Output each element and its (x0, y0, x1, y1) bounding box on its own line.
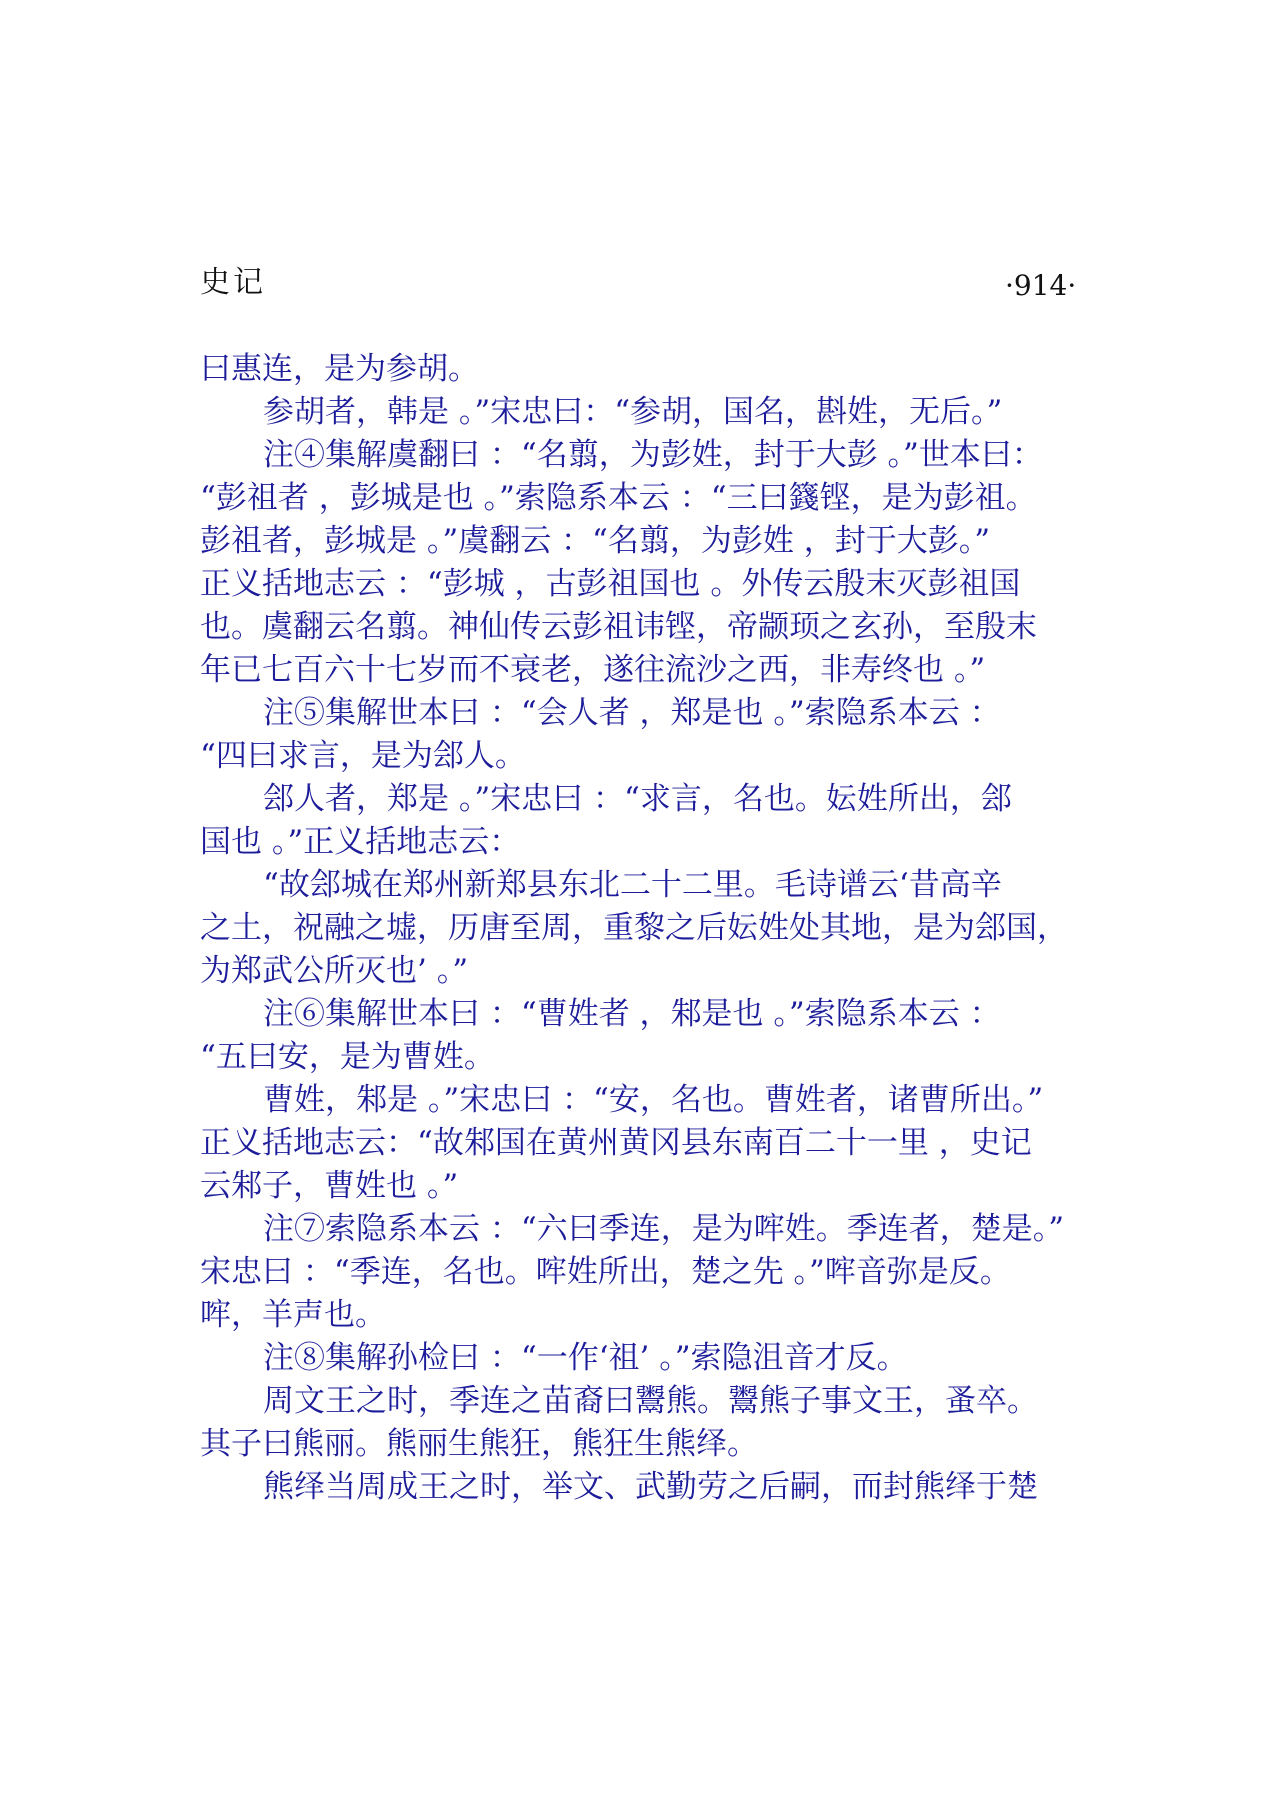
page-header-title: 史记 (200, 265, 266, 300)
text-line: 正义括地志云 ：“彭城 ，古彭祖国也 。外传云殷末灭彭祖国 (200, 566, 1021, 602)
text-line: 注⑦索隐系本云 ：“六曰季连，是为哰姓。季连者，楚是。” (263, 1211, 1065, 1247)
text-line: 彭祖者，彭城是 。”虞翻云 ：“名翦，为彭姓 ，封于大彭。” (200, 523, 991, 559)
text-line: “五曰安，是为曹姓。 (200, 1039, 495, 1075)
text-line: 也。虞翻云名翦。神仙传云彭祖讳铿，帝颛顼之玄孙，至殷末 (200, 609, 1037, 645)
text-line: 之土，祝融之墟，历唐至周，重黎之后妘姓处其地，是为郐国， (200, 910, 1068, 946)
text-line: “故郐城在郑州新郑县东北二十二里。毛诗谱云‘昔高辛 (263, 867, 1002, 903)
text-line: “彭祖者 ，彭城是也 。”索隐系本云 ：“三曰籛铿，是为彭祖。 (200, 480, 1037, 516)
body-text (200, 348, 1100, 1509)
text-line: 参胡者，韩是 。”宋忠曰：“参胡，国名，斟姓，无后。” (263, 394, 1003, 430)
text-line: 注⑧集解孙检曰 ：“一作‘祖’ 。”索隐沮音才反。 (263, 1340, 908, 1376)
text-line: 注⑥集解世本曰 ：“曹姓者 ，邾是也 。”索隐系本云 ： (263, 996, 1001, 1032)
text-line: 熊绎当周成王之时，举文、武勤劳之后嗣，而封熊绎于楚 (263, 1469, 1038, 1505)
text-line: 哰，羊声也。 (200, 1297, 386, 1333)
text-line: 周文王之时，季连之苗裔曰鬻熊。鬻熊子事文王，蚤卒。 (263, 1383, 1038, 1419)
text-line: “四曰求言，是为郐人。 (200, 738, 526, 774)
text-line: 宋忠曰 ：“季连，名也。哰姓所出，楚之先 。”哰音弥是反。 (200, 1254, 1011, 1290)
text-line: 曹姓，邾是 。”宋忠曰 ：“安，名也。曹姓者，诸曹所出。” (263, 1082, 1044, 1118)
page-number: ·914· (1005, 269, 1077, 302)
text-line: 国也 。”正义括地志云： (200, 824, 521, 860)
text-line: 注⑤集解世本曰 ：“会人者 ，郑是也 。”索隐系本云 ： (263, 695, 1001, 731)
text-line: 郐人者，郑是 。”宋忠曰 ：“求言，名也。妘姓所出，郐 (263, 781, 1012, 817)
text-line: 为郑武公所灭也’ 。” (200, 953, 469, 989)
text-line: 正义括地志云：“故邾国在黄州黄冈县东南百二十一里 ，史记 (200, 1125, 1032, 1161)
text-line: 其子曰熊丽。熊丽生熊狂，熊狂生熊绎。 (200, 1426, 758, 1462)
text-line: 云邾子，曹姓也 。” (200, 1168, 459, 1204)
text-line: 年已七百六十七岁而不衰老，遂往流沙之西，非寿终也 。” (200, 652, 986, 688)
text-line: 曰惠连，是为参胡。 (200, 351, 479, 387)
text-line: 注④集解虞翻曰 ：“名翦，为彭姓，封于大彭 。”世本曰： (263, 437, 1043, 473)
